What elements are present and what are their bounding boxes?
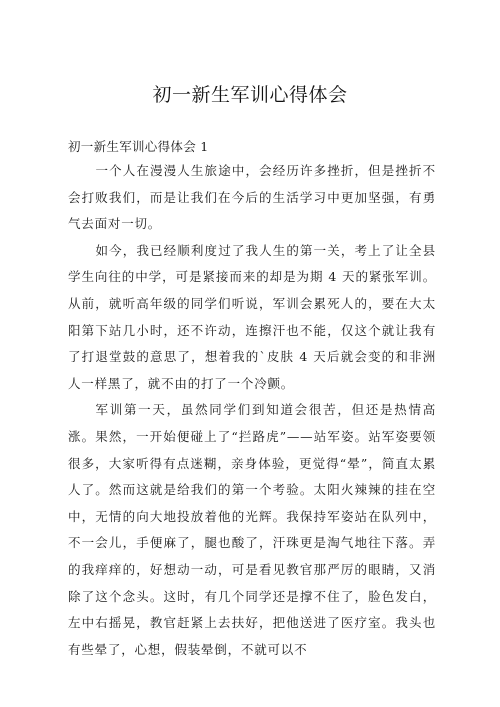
- paragraph-2: 如今，我已经顺利度过了我人生的第一关，考上了让全县学生向往的中学，可是紧接而来的却是为期 4 天的紧张军训。从前，就听高年级的同学们听说，军训会累死人的，要在大太阳第下站几小时，还不许动，连擦汗也不能，仅这个就让我有了打退堂鼓的意思了，想着我的`皮肤 4 天后就会变的和非洲人一样黑了，就不由的打了一个冷颤。: [68, 242, 436, 391]
- paragraph-3: 军训第一天，虽然同学们到知道会很苦，但还是热情高涨。果然，一开始便碰上了“拦路虎”——站军姿。站军姿要领很多，大家听得有点迷糊，亲身体验，更觉得“晕”，简直太累人了。然而这就是给我们的第一个考验。太阳火辣辣的挂在空中，无情的向大地投放着他的光辉。我保持军姿站在队列中，不一会儿，手便麻了，腿也酸了，汗珠更是淘气地往下落。弄的我痒痒的，好想动一动，可是看见教官那严厉的眼睛，又消除了这个念头。这时，有几个同学还是撑不住了，脸色发白，左中右摇晃，教官赶紧上去扶好，把他送进了医疗室。我头也有些晕了，心想，假装晕倒，不就可以不: [68, 402, 436, 657]
- page-title: 初一新生军训心得体会: [152, 84, 348, 106]
- paragraph-1: 一个人在漫漫人生旅途中，会经历许多挫折，但是挫折不会打败我们，而是让我们在今后的生活学习中更加坚强，有勇气去面对一切。: [68, 163, 436, 232]
- section-heading: 初一新生军训心得体会 1: [68, 139, 209, 154]
- body-text: [68, 158, 436, 663]
